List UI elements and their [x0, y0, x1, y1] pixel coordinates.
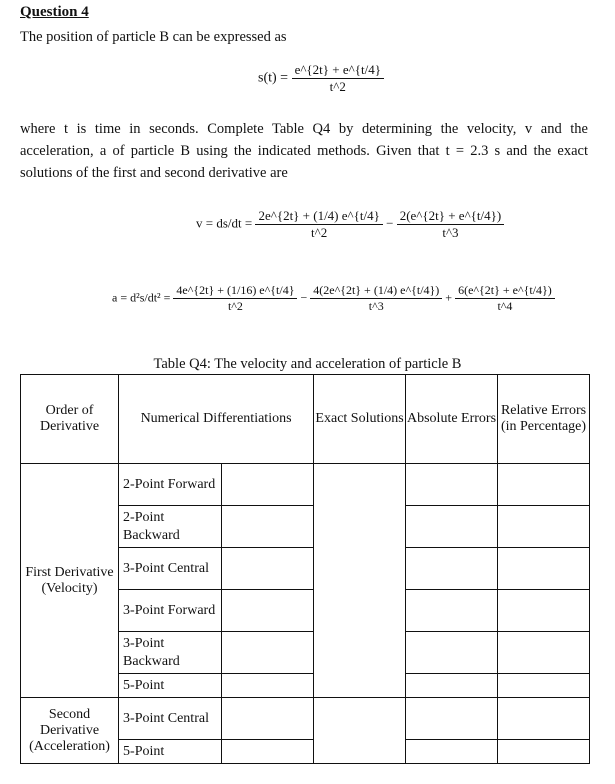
value-cell[interactable]: [222, 698, 314, 740]
acceleration-operator-1: −: [300, 290, 308, 305]
exact-cell-first[interactable]: [314, 464, 406, 698]
rel-error-cell[interactable]: [498, 632, 590, 674]
position-denominator: t^2: [329, 79, 346, 94]
method-label: 3-Point Central: [119, 698, 222, 740]
velocity-formula: [196, 208, 504, 241]
acceleration-term1-denominator: t^2: [227, 299, 243, 313]
rel-error-cell[interactable]: [498, 698, 590, 740]
acceleration-term2-numerator: 4(2e^{2t} + (1/4) e^{t/4}): [310, 283, 442, 299]
table-caption: Table Q4: The velocity and acceleration of particle B: [153, 356, 462, 372]
value-cell[interactable]: [222, 506, 314, 548]
abs-error-cell[interactable]: [406, 464, 498, 506]
position-formula: [258, 62, 384, 95]
rel-error-cell[interactable]: [498, 548, 590, 590]
velocity-lhs: v = ds/dt =: [196, 215, 253, 231]
value-cell[interactable]: [222, 632, 314, 674]
exact-cell-second[interactable]: [314, 698, 406, 764]
velocity-operator: −: [386, 215, 394, 231]
abs-error-cell[interactable]: [406, 632, 498, 674]
header-relative: Relative Errors (in Percentage): [498, 375, 590, 464]
velocity-term2-denominator: t^3: [442, 225, 459, 240]
abs-error-cell[interactable]: [406, 674, 498, 698]
velocity-term2-numerator: 2(e^{2t} + e^{t/4}): [397, 208, 505, 225]
abs-error-cell[interactable]: [406, 506, 498, 548]
acceleration-term3-denominator: t^4: [497, 299, 513, 313]
method-label: 2-Point Backward: [119, 506, 222, 548]
method-label: 3-Point Forward: [119, 590, 222, 632]
value-cell[interactable]: [222, 590, 314, 632]
rel-error-cell[interactable]: [498, 590, 590, 632]
question-heading: Question 4: [20, 4, 89, 20]
header-exact: Exact Solutions: [314, 375, 406, 464]
group-second-derivative: Second Derivative (Acceleration): [21, 698, 119, 764]
method-label: 3-Point Central: [119, 548, 222, 590]
position-numerator: e^{2t} + e^{t/4}: [292, 62, 384, 79]
description-paragraph: where t is time in seconds. Complete Table Q4 by determining the velocity, v and the acceleration, a of particle B using the indicated methods. Given that t = 2.3 s and the exact solutions of the first and second derivative are: [20, 121, 588, 181]
velocity-term1-numerator: 2e^{2t} + (1/4) e^{t/4}: [255, 208, 382, 225]
acceleration-operator-2: +: [445, 290, 453, 305]
acceleration-lhs: a = d²s/dt² =: [112, 290, 171, 305]
table-row: [21, 698, 590, 740]
rel-error-cell[interactable]: [498, 506, 590, 548]
acceleration-term1-numerator: 4e^{2t} + (1/16) e^{t/4}: [173, 283, 297, 299]
value-cell[interactable]: [222, 740, 314, 764]
rel-error-cell[interactable]: [498, 740, 590, 764]
rel-error-cell[interactable]: [498, 674, 590, 698]
acceleration-term3-numerator: 6(e^{2t} + e^{t/4}): [455, 283, 555, 299]
header-absolute: Absolute Errors: [406, 375, 498, 464]
acceleration-term2-denominator: t^3: [368, 299, 384, 313]
position-lhs: s(t) =: [258, 70, 289, 86]
velocity-term1-denominator: t^2: [311, 225, 328, 240]
abs-error-cell[interactable]: [406, 548, 498, 590]
table-q4: [20, 374, 590, 764]
method-label: 2-Point Forward: [119, 464, 222, 506]
value-cell[interactable]: [222, 464, 314, 506]
abs-error-cell[interactable]: [406, 740, 498, 764]
method-label: 5-Point: [119, 740, 222, 764]
header-order: Order of Derivative: [21, 375, 119, 464]
abs-error-cell[interactable]: [406, 698, 498, 740]
rel-error-cell[interactable]: [498, 464, 590, 506]
intro-text: The position of particle B can be expressed as: [20, 29, 287, 45]
method-label: 5-Point: [119, 674, 222, 698]
header-numerical: Numerical Differentiations: [119, 375, 314, 464]
abs-error-cell[interactable]: [406, 590, 498, 632]
value-cell[interactable]: [222, 674, 314, 698]
group-first-derivative: First Derivative (Velocity): [21, 464, 119, 698]
acceleration-formula: [112, 283, 555, 314]
table-row: [21, 464, 590, 506]
method-label: 3-Point Backward: [119, 632, 222, 674]
value-cell[interactable]: [222, 548, 314, 590]
